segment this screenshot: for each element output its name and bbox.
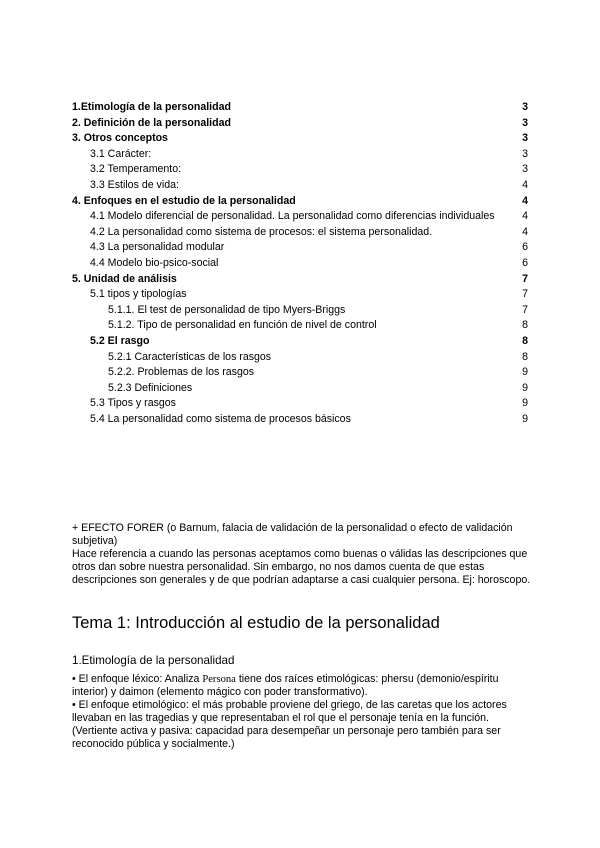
toc-page-number: 7 — [522, 288, 528, 301]
note-body: Hace referencia a cuando las personas aceptamos como buenas o válidas las descripciones que otros dan sobre nuestra personalidad. Sin embargo, no nos damos cuenta de que estas descripciones son generales y de que podrían adaptarse a casi cualquier persona. Ej: horoscopo. — [72, 548, 531, 586]
toc-entry[interactable] — [72, 303, 528, 319]
table-of-contents — [72, 100, 528, 427]
paragraph-etymological: • El enfoque etimológico: el más probable proviene del griego, de las caretas que los actores llevaban en las tragedias y que representaban el rol que el personaje tenía en la función. — [72, 699, 507, 724]
toc-entry[interactable] — [72, 365, 528, 381]
toc-entry[interactable] — [72, 350, 528, 366]
toc-page-number: 4 — [522, 225, 528, 238]
toc-page-number: 3 — [522, 132, 528, 145]
toc-entry[interactable] — [72, 147, 528, 163]
toc-page-number: 4 — [522, 178, 528, 191]
toc-entry[interactable] — [72, 162, 528, 178]
toc-page-number: 6 — [522, 241, 528, 254]
paragraph-text: tiene dos raíces etimológicas: phersu (demonio/espíritu interior) y daimon (elemento mágico con poder transformativo). — [72, 673, 499, 698]
forer-effect-note — [72, 522, 532, 587]
toc-label: 4.4 Modelo bio-psico-social — [90, 256, 219, 269]
toc-label: 1.Etimología de la personalidad — [72, 101, 231, 113]
toc-label: 5. Unidad de análisis — [72, 272, 177, 285]
section-body — [72, 673, 532, 751]
toc-label: 5.1.1. El test de personalidad de tipo Myers-Briggs — [108, 303, 346, 316]
toc-page-number: 4 — [522, 210, 528, 223]
toc-label: 5.1.2. Tipo de personalidad en función de nivel de control — [108, 319, 377, 332]
toc-page-number: 3 — [522, 163, 528, 176]
toc-page-number: 7 — [522, 272, 528, 285]
toc-label: 5.1 tipos y tipologías — [90, 288, 187, 301]
toc-label: 3.1 Carácter: — [90, 147, 152, 160]
toc-entry[interactable] — [72, 334, 528, 350]
toc-page-number: 3 — [522, 116, 528, 129]
toc-entry[interactable] — [72, 256, 528, 272]
toc-label: 5.2.3 Definiciones — [108, 381, 193, 394]
toc-entry[interactable] — [72, 209, 528, 225]
toc-label: 4.1 Modelo diferencial de personalidad. La personalidad como diferencias individuales — [90, 210, 495, 223]
toc-entry[interactable] — [72, 287, 528, 303]
toc-entry[interactable] — [72, 178, 528, 194]
toc-label: 3.3 Estilos de vida: — [90, 178, 179, 191]
toc-label: 5.2.1 Características de los rasgos — [108, 350, 272, 363]
toc-entry[interactable] — [72, 100, 528, 116]
toc-page-number: 8 — [522, 319, 528, 332]
toc-page-number: 3 — [522, 101, 528, 113]
toc-label: 3.2 Temperamento: — [90, 163, 182, 176]
toc-label: 5.4 La personalidad como sistema de procesos básicos — [90, 412, 351, 425]
toc-label: 4. Enfoques en el estudio de la personalidad — [72, 194, 296, 207]
toc-entry[interactable] — [72, 225, 528, 241]
toc-label: 5.2.2. Problemas de los rasgos — [108, 366, 255, 379]
toc-entry[interactable] — [72, 131, 528, 147]
toc-page-number: 6 — [522, 256, 528, 269]
toc-label: 4.3 La personalidad modular — [90, 241, 225, 254]
toc-page-number: 9 — [522, 381, 528, 394]
toc-page-number: 9 — [522, 397, 528, 410]
toc-entry[interactable] — [72, 240, 528, 256]
toc-entry[interactable] — [72, 194, 528, 210]
note-heading: + EFECTO FORER (o Barnum, falacia de validación de la personalidad o efecto de validación subjetiva) — [72, 522, 513, 547]
toc-entry[interactable] — [72, 272, 528, 288]
toc-label: 3. Otros conceptos — [72, 132, 168, 145]
toc-label: 2. Definición de la personalidad — [72, 116, 231, 129]
toc-page-number: 4 — [522, 194, 528, 207]
toc-label: 5.2 El rasgo — [90, 334, 150, 347]
toc-page-number: 8 — [522, 334, 528, 347]
toc-entry[interactable] — [72, 412, 528, 428]
paragraph-note: (Vertiente activa y pasiva: capacidad para desempeñar un personaje pero también para ser reconocido pública y socialmente.) — [72, 725, 501, 750]
chapter-title: Tema 1: Introducción al estudio de la personalidad — [72, 614, 440, 632]
section-heading: 1.Etimología de la personalidad — [72, 654, 235, 667]
toc-label: 5.3 Tipos y rasgos — [90, 397, 176, 410]
toc-entry[interactable] — [72, 381, 528, 397]
toc-page-number: 3 — [522, 147, 528, 160]
paragraph-lexical — [72, 673, 532, 699]
toc-page-number: 9 — [522, 366, 528, 379]
toc-entry[interactable] — [72, 318, 528, 334]
toc-entry[interactable] — [72, 396, 528, 412]
persona-term: Persona — [202, 674, 236, 685]
paragraph-text: • El enfoque léxico: Analiza — [72, 673, 203, 685]
toc-entry[interactable] — [72, 116, 528, 132]
toc-page-number: 8 — [522, 350, 528, 363]
toc-page-number: 9 — [522, 412, 528, 425]
toc-label: 4.2 La personalidad como sistema de procesos: el sistema personalidad. — [90, 225, 433, 238]
toc-page-number: 7 — [522, 303, 528, 316]
